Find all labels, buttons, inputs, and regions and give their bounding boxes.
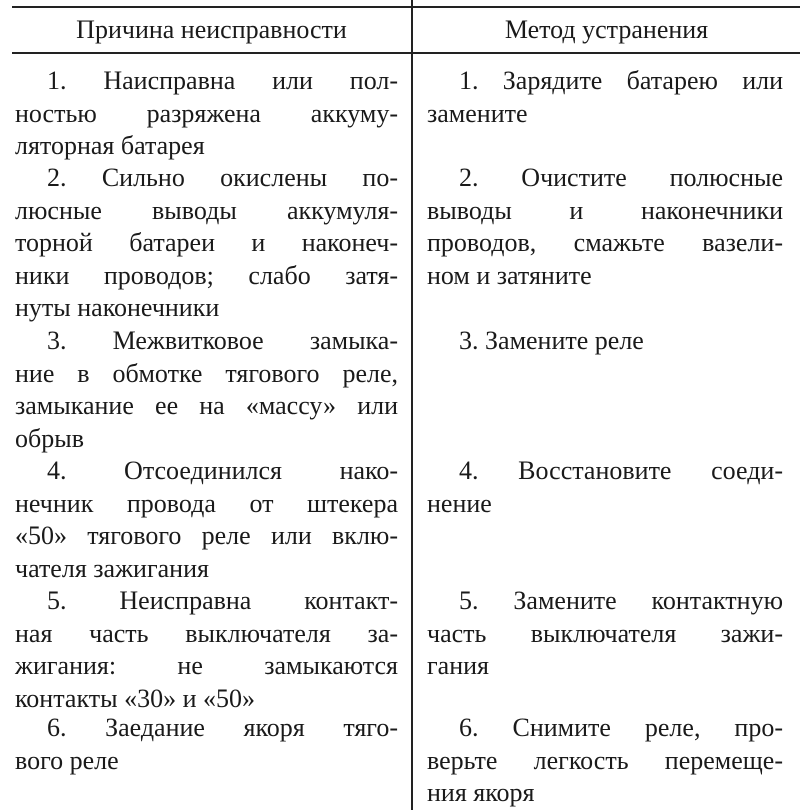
cause-line: «50» тягового реле или вклю-: [15, 521, 398, 550]
cause-line: нечник провода от штекера: [15, 488, 398, 518]
cause-cell-2: [15, 162, 398, 325]
remedy-cell-5: [427, 585, 783, 683]
cause-line: 6. Заедание якоря тяго-: [47, 713, 398, 742]
cause-line: нуты наконечники: [15, 293, 220, 322]
cause-line: ние в обмотке тягового реле,: [15, 358, 398, 388]
remedy-line: гания: [427, 651, 489, 680]
header-remedy: Метод устранения: [504, 15, 709, 44]
cause-cell-6: [15, 712, 398, 777]
header-cause: Причина неисправности: [76, 15, 347, 44]
cause-line: 3. Межвитковое замыка-: [47, 326, 398, 355]
cause-line: замыкание ее на «массу» или: [15, 391, 398, 420]
remedy-line: ном и затяните: [427, 260, 592, 290]
cause-line: люсные выводы аккумуля-: [15, 195, 398, 225]
remedy-line: проводов, смажьте вазели-: [427, 228, 783, 257]
remedy-line: 6. Снимите реле, про-: [459, 713, 783, 742]
cause-cell-5: [15, 585, 398, 715]
remedy-line: верьте легкость перемеще-: [427, 745, 783, 775]
cause-line: 4. Отсоединился нако-: [47, 456, 398, 485]
header-bottom-rule: [12, 52, 800, 54]
cause-line: ностью разряжена аккуму-: [15, 98, 398, 128]
remedy-cell-4: [427, 455, 783, 520]
cause-line: торной батареи и наконеч-: [15, 228, 398, 257]
remedy-line: часть выключателя зажи-: [427, 618, 783, 648]
cause-line: вого реле: [15, 745, 119, 775]
cause-line: ники проводов; слабо затя-: [15, 260, 398, 290]
cause-line: 5. Неисправна контакт-: [47, 586, 398, 615]
cause-cell-4: [15, 455, 398, 585]
remedy-line: ния якоря: [427, 778, 535, 807]
cause-line: ная часть выключателя за-: [15, 618, 398, 648]
remedy-cell-1: [427, 65, 783, 130]
cause-line: чателя зажигания: [15, 553, 209, 583]
cause-line: 2. Сильно окислены по-: [47, 163, 398, 192]
remedy-line: 4. Восстановите соеди-: [459, 456, 783, 485]
remedy-cell-6: [427, 712, 783, 810]
cause-line: 1. Наисправна или пол-: [47, 66, 398, 95]
remedy-line: 5. Замените контактную: [459, 586, 783, 615]
column-divider: [411, 0, 413, 810]
cause-line: контакты «30» и «50»: [15, 683, 255, 713]
remedy-line: 3. Замените реле: [459, 326, 644, 355]
remedy-line: 1. Зарядите батарею или: [459, 66, 783, 95]
remedy-cell-2: [427, 162, 783, 292]
remedy-line: замените: [427, 98, 528, 128]
cause-line: ляторная батарея: [15, 131, 205, 160]
cause-cell-1: [15, 65, 398, 163]
remedy-cell-3: [427, 325, 783, 358]
cause-cell-3: [15, 325, 398, 455]
cause-line: обрыв: [15, 423, 84, 453]
remedy-line: выводы и наконечники: [427, 195, 783, 225]
remedy-line: 2. Очистите полюсные: [459, 163, 783, 192]
remedy-line: нение: [427, 488, 492, 518]
cause-line: жигания: не замыкаются: [15, 651, 398, 680]
